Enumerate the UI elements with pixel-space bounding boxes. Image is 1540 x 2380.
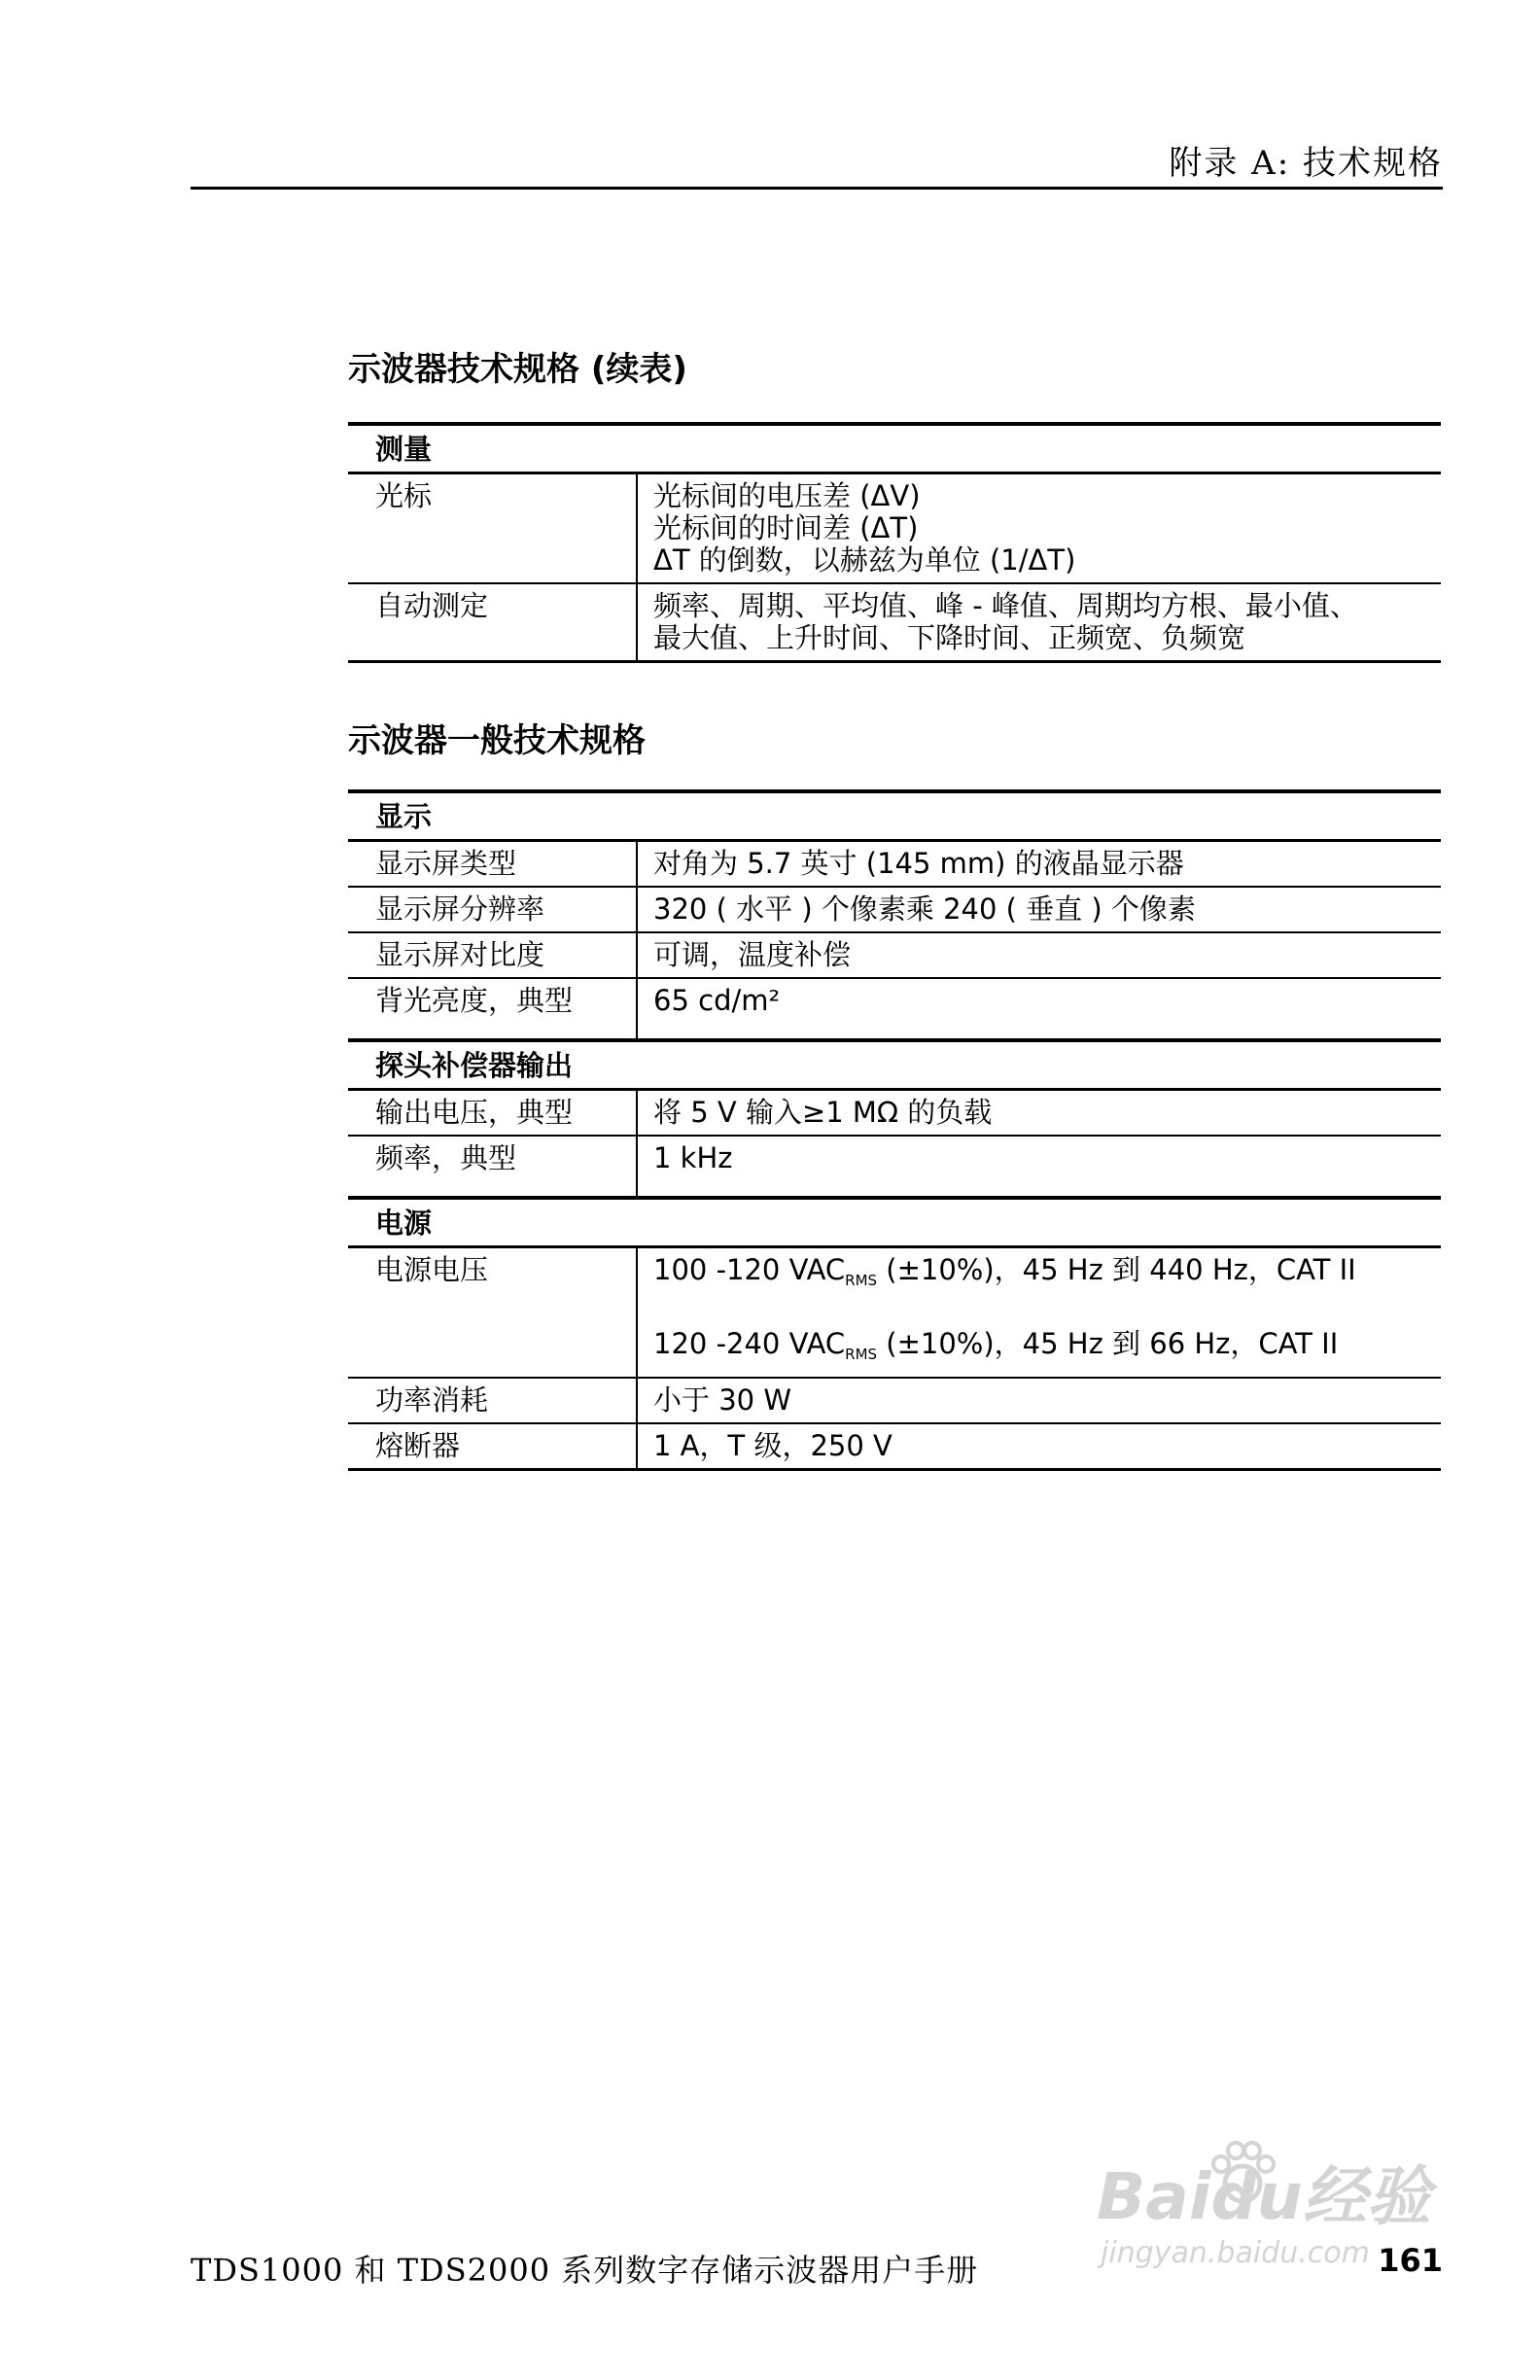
table-row xyxy=(348,887,1441,932)
value-line: 频率、周期、平均值、峰 - 峰值、周期均方根、最小值、 xyxy=(653,589,1358,622)
group-header-display xyxy=(348,791,1441,841)
row-label: 自动测定 xyxy=(348,583,637,662)
watermark-brand: Baidu经验 xyxy=(1097,2159,1431,2234)
table-row xyxy=(348,1378,1441,1423)
row-value: 1 kHz xyxy=(637,1136,1441,1198)
table-row xyxy=(348,978,1441,1040)
row-value: 1 A，T 级，250 V xyxy=(637,1423,1441,1470)
row-label: 电源电压 xyxy=(348,1247,637,1379)
row-value xyxy=(637,1247,1441,1379)
row-value: 对角为 5.7 英寸 (145 mm) 的液晶显示器 xyxy=(637,841,1441,888)
table-row xyxy=(348,1136,1441,1198)
general-spec-table xyxy=(348,789,1441,1471)
table-row xyxy=(348,583,1441,662)
header-rule xyxy=(191,187,1443,190)
value-line xyxy=(653,1328,1441,1371)
footer-manual-title: TDS1000 和 TDS2000 系列数字存储示波器用户手册 xyxy=(191,2252,979,2289)
value-line: 光标间的时间差 (ΔT) xyxy=(653,511,919,544)
row-value xyxy=(637,473,1441,584)
value-line: 最大值、上升时间、下降时间、正频宽、负频宽 xyxy=(653,621,1246,654)
voltage-range-2: 120 -240 VAC xyxy=(653,1327,846,1360)
row-value: 65 cd/m² xyxy=(637,978,1441,1040)
page-header-title: 附录 A: 技术规格 xyxy=(1169,144,1443,183)
table-row xyxy=(348,841,1441,888)
group-label: 电源 xyxy=(348,1198,1441,1247)
row-label: 功率消耗 xyxy=(348,1378,637,1423)
row-value: 可调，温度补偿 xyxy=(637,932,1441,978)
row-value: 320 ( 水平 ) 个像素乘 240 ( 垂直 ) 个像素 xyxy=(637,887,1441,932)
group-header-measurement xyxy=(348,424,1441,473)
group-label: 探头补偿器输出 xyxy=(348,1040,1441,1090)
value-line: ΔT 的倒数，以赫兹为单位 (1/ΔT) xyxy=(653,543,1076,577)
row-label: 输出电压，典型 xyxy=(348,1090,637,1137)
rms-subscript: RMS xyxy=(845,1272,878,1289)
watermark-url: jingyan.baidu.com xyxy=(1101,2236,1370,2270)
voltage-detail-1: (±10%)，45 Hz 到 440 Hz，CAT II xyxy=(877,1253,1356,1286)
group-header-power xyxy=(348,1198,1441,1247)
group-header-probe-comp xyxy=(348,1040,1441,1090)
row-label: 熔断器 xyxy=(348,1423,637,1470)
table-row xyxy=(348,1423,1441,1470)
voltage-range-1: 100 -120 VAC xyxy=(653,1253,846,1286)
rms-subscript: RMS xyxy=(845,1346,878,1363)
group-label: 显示 xyxy=(348,791,1441,841)
group-label: 测量 xyxy=(348,424,1441,473)
row-label: 显示屏类型 xyxy=(348,841,637,888)
value-line: 光标间的电压差 (ΔV) xyxy=(653,479,921,512)
table-row xyxy=(348,932,1441,978)
row-label: 光标 xyxy=(348,473,637,584)
table-row xyxy=(348,473,1441,584)
row-value xyxy=(637,583,1441,662)
row-value: 将 5 V 输入≥1 MΩ 的负载 xyxy=(637,1090,1441,1137)
measurement-spec-table xyxy=(348,422,1441,663)
table-row xyxy=(348,1090,1441,1137)
page-number: 161 xyxy=(1378,2242,1443,2279)
row-label: 背光亮度，典型 xyxy=(348,978,637,1040)
section-title-specs-continued: 示波器技术规格 (续表) xyxy=(348,350,687,389)
value-line xyxy=(653,1254,1441,1297)
row-label: 显示屏分辨率 xyxy=(348,887,637,932)
section-title-general-specs: 示波器一般技术规格 xyxy=(348,721,646,760)
voltage-detail-2: (±10%)，45 Hz 到 66 Hz，CAT II xyxy=(877,1327,1339,1360)
row-value: 小于 30 W xyxy=(637,1378,1441,1423)
row-label: 频率，典型 xyxy=(348,1136,637,1198)
table-row xyxy=(348,1247,1441,1379)
row-label: 显示屏对比度 xyxy=(348,932,637,978)
